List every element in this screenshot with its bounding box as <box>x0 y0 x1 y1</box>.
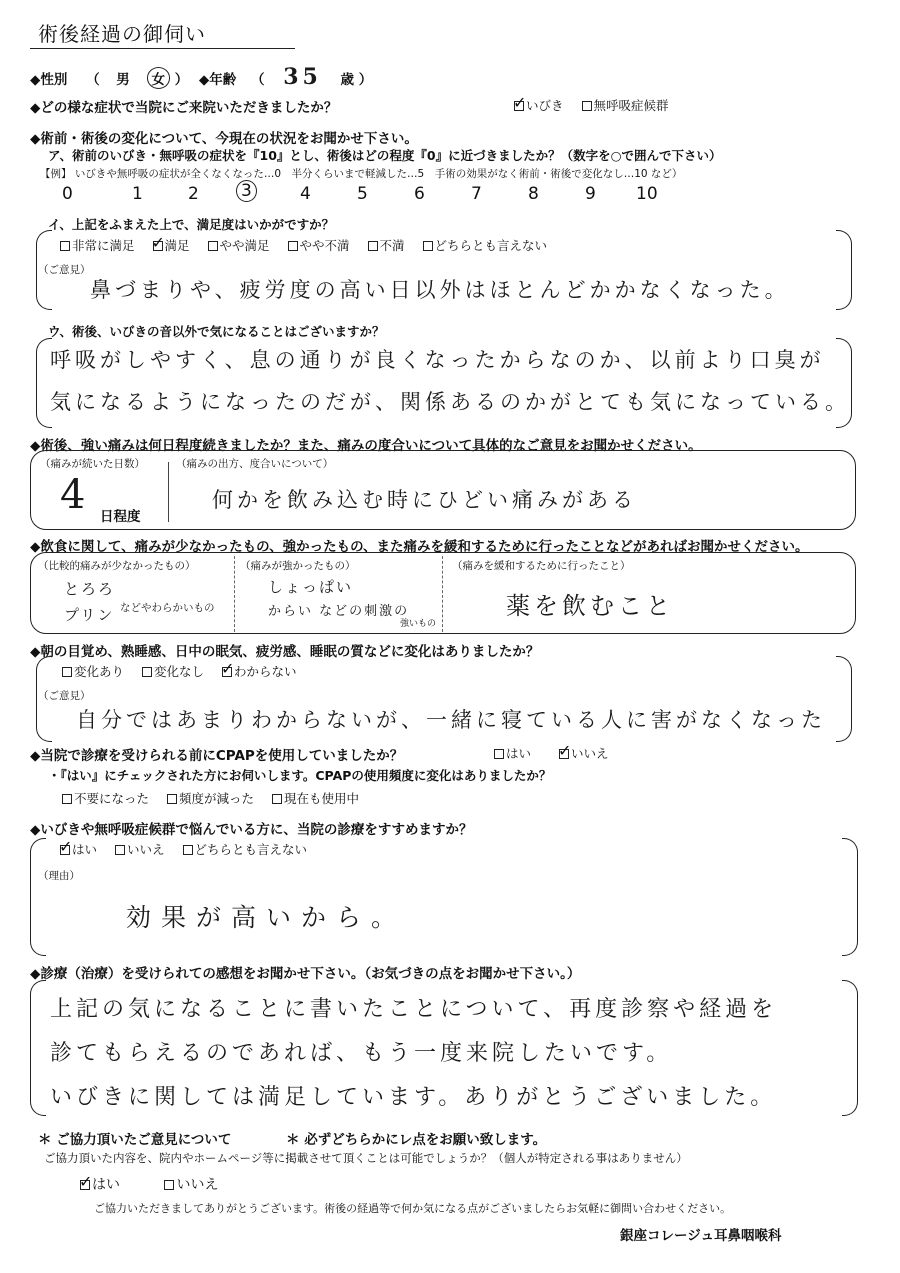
food-strong-note[interactable]: 強いもの <box>400 619 437 629</box>
publish-yes-checkbox[interactable] <box>80 1180 90 1190</box>
sleep-changed-checkbox[interactable] <box>62 667 72 677</box>
sat-option-label: 非常に満足 <box>72 238 135 253</box>
sleep-unchanged-checkbox[interactable] <box>142 667 152 677</box>
scale-4[interactable]: 4 <box>300 184 311 204</box>
scale-10[interactable]: 10 <box>636 184 658 204</box>
recommend-reason-text[interactable]: 効果が高いから。 <box>126 903 407 932</box>
cpap-sub-options <box>62 789 373 807</box>
recommend-option-label: どちらとも言えない <box>194 842 308 857</box>
footer-note-left: ＊ ご協力頂いたご意見について <box>38 1132 232 1148</box>
pain-detail-label: （痛みの出方、度合いについて） <box>176 458 334 470</box>
food-question: ◆飲食に関して、痛みが少なかったもの、強かったもの、また痛みを緩和するために行ったことなどがあればお聞かせください。 <box>30 539 809 555</box>
cpap-no-checkbox[interactable] <box>559 749 569 759</box>
pain-question: ◆術後、強い痛みは何日程度続きましたか？また、痛みの度合いについて具体的なご意見をお聞かせください。 <box>30 438 702 454</box>
food-strong-line1[interactable]: しょっぱい <box>268 578 354 596</box>
food-less-note[interactable]: などやわらかいもの <box>120 602 215 614</box>
recommend-bracket-right <box>842 838 858 956</box>
symptom-options <box>514 96 683 114</box>
satisfaction-question: イ、上記をふまえた上で、満足度はいかがですか？ <box>48 217 335 232</box>
food-relief-text[interactable]: 薬を飲むこと <box>506 592 674 620</box>
other-text-line1[interactable]: 呼吸がしやすく、息の通りが良くなったからなのか、以前より口臭が <box>50 348 825 372</box>
food-relief-label: （痛みを緩和するために行ったこと） <box>452 560 631 572</box>
cpap-reduced-checkbox[interactable] <box>167 794 177 804</box>
impression-line1[interactable]: 上記の気になることに書いたことについて、再度診察や経過を <box>50 997 778 1022</box>
recommend-bracket-left <box>30 838 46 956</box>
recommend-options <box>60 840 321 858</box>
impression-line3[interactable]: いびきに関しては満足しています。ありがとうございました。 <box>50 1085 777 1110</box>
scale-2[interactable]: 2 <box>188 184 199 204</box>
scale-0[interactable]: 0 <box>62 184 73 204</box>
satisfaction-options <box>60 236 561 254</box>
sat-dissatisfied-checkbox[interactable] <box>368 241 378 251</box>
profile-row: ◆性別 （ 男 女 ） ◆年齢 （ 35 歳 ） <box>30 64 373 90</box>
change-example: 【例】 いびきや無呼吸の症状が全くなくなった…0 半分くらいまで軽減した…5 手術の効果がなく術前・術後で変化なし…10 など） <box>40 168 683 180</box>
recommend-option-label: はい <box>72 842 98 857</box>
title-underline <box>30 48 295 49</box>
recommend-neither-checkbox[interactable] <box>183 845 193 855</box>
footer-thanks: ご協力いただきましてありがとうございます。術後の経過等で何か気になる点がございましたらお気軽に御問い合わせください。 <box>94 1202 732 1215</box>
scale-5[interactable]: 5 <box>357 184 368 204</box>
footer-publish-question: ご協力頂いた内容を、院内やホームページ等に掲載させて頂くことは可能でしょうか？（個人が特定される事はありません） <box>44 1151 688 1165</box>
sleep-options <box>62 662 311 680</box>
impression-line2[interactable]: 診てもらえるのであれば、もう一度来院したいです。 <box>50 1041 673 1066</box>
footer-publish-options <box>80 1174 232 1194</box>
sat-option-label: 満足 <box>164 238 190 253</box>
recommend-no-checkbox[interactable] <box>115 845 125 855</box>
scale-7[interactable]: 7 <box>471 184 482 204</box>
sleep-unknown-checkbox[interactable] <box>222 667 232 677</box>
sleep-opinion-text[interactable]: 自分ではあまりわからないが、一緒に寝ている人に害がなくなった <box>76 708 826 732</box>
sleep-opinion-label: （ご意見） <box>38 690 91 702</box>
other-text-line2[interactable]: 気になるようになったのだが、関係あるのかがとても気になっている。 <box>50 390 850 414</box>
sleep-option-label: わからない <box>234 664 297 679</box>
cpap-unneeded-checkbox[interactable] <box>62 794 72 804</box>
impression-question: ◆診療（治療）を受けられての感想をお聞かせ下さい。（お気づきの点をお聞かせ下さい。） <box>30 966 581 982</box>
cpap-question: ◆当院で診療を受けられる前にCPAPを使用していましたか？ <box>30 748 404 764</box>
cpap-still-using-checkbox[interactable] <box>272 794 282 804</box>
scale-6[interactable]: 6 <box>414 184 425 204</box>
page-title: 術後経過の御伺い <box>38 22 206 46</box>
food-divider-1 <box>234 556 235 632</box>
publish-yes-label: はい <box>92 1177 120 1193</box>
clinic-name: 銀座コレージュ耳鼻咽喉科 <box>620 1228 782 1244</box>
cpap-options <box>494 744 623 762</box>
sat-satisfied-checkbox[interactable] <box>153 241 163 251</box>
cpap-sub-label: 頻度が減った <box>179 791 255 806</box>
apnea-label: 無呼吸症候群 <box>593 98 669 113</box>
gender-male[interactable]: 男 <box>116 72 130 88</box>
sat-option-label: やや満足 <box>219 238 270 253</box>
recommend-option-label: いいえ <box>127 842 165 857</box>
age-label: ◆年齢 <box>198 72 237 88</box>
sat-very-satisfied-checkbox[interactable] <box>60 241 70 251</box>
sleep-question: ◆朝の目覚め、熟睡感、日中の眠気、疲労感、睡眠の質などに変化はありましたか？ <box>30 644 540 660</box>
gender-label: ◆性別 <box>30 72 68 88</box>
cpap-sub-label: 不要になった <box>74 791 150 806</box>
change-question: ◆術前・術後の変化について、今現在の状況をお聞かせ下さい。 <box>30 131 418 147</box>
impression-bracket-right <box>842 980 858 1116</box>
sat-option-label: どちらとも言えない <box>434 238 548 253</box>
sleep-option-label: 変化あり <box>74 664 125 679</box>
age-value[interactable]: 35 <box>283 64 322 90</box>
sat-neither-checkbox[interactable] <box>423 241 433 251</box>
cpap-sub-label: 現在も使用中 <box>284 791 360 806</box>
food-less-line1[interactable]: とろろ <box>64 580 116 598</box>
gender-female-circled[interactable]: 女 <box>147 67 171 89</box>
recommend-reason-label: （理由） <box>38 870 80 882</box>
apnea-checkbox[interactable] <box>582 101 592 111</box>
pain-days-value[interactable]: 4 <box>60 472 90 518</box>
pain-divider <box>168 462 169 522</box>
publish-no-checkbox[interactable] <box>164 1180 174 1190</box>
pain-detail-text[interactable]: 何かを飲み込む時にひどい痛みがある <box>212 488 637 512</box>
cpap-yes-label: はい <box>506 746 532 761</box>
scale-9[interactable]: 9 <box>585 184 596 204</box>
food-strong-line2[interactable]: からい などの刺激の <box>268 604 410 619</box>
age-unit: 歳 <box>340 72 355 88</box>
scale-1[interactable]: 1 <box>132 184 143 204</box>
sat-somewhat-dissatisfied-checkbox[interactable] <box>288 241 298 251</box>
pain-days-unit: 日程度 <box>100 509 141 525</box>
satisfaction-bracket-right <box>836 230 852 310</box>
satisfaction-opinion-label: （ご意見） <box>38 264 91 276</box>
symptom-question: ◆どの様な症状で当院にご来院いただきましたか？ <box>30 100 338 116</box>
food-less-line2[interactable]: プリン <box>64 606 115 624</box>
snore-label: いびき <box>526 98 564 113</box>
scale-8[interactable]: 8 <box>528 184 539 204</box>
recommend-yes-checkbox[interactable] <box>60 845 70 855</box>
recommend-question: ◆いびきや無呼吸症候群で悩んでいる方に、当院の診療をすすめますか？ <box>30 822 473 838</box>
scale-3-circled[interactable]: 3 <box>236 180 257 202</box>
impression-bracket-left <box>30 980 46 1116</box>
publish-no-label: いいえ <box>176 1177 219 1193</box>
cpap-yes-checkbox[interactable] <box>494 749 504 759</box>
sleep-bracket-right <box>836 656 852 742</box>
sleep-option-label: 変化なし <box>154 664 205 679</box>
pain-days-label: （痛みが続いた日数） <box>40 458 145 470</box>
cpap-sub-question: ・『はい』にチェックされた方にお伺いします。CPAPの使用頻度に変化はありましたか？ <box>48 768 552 783</box>
sat-somewhat-satisfied-checkbox[interactable] <box>208 241 218 251</box>
footer-note-right: ＊ 必ずどちらかにレ点をお願い致します。 <box>286 1132 547 1148</box>
snore-checkbox[interactable] <box>514 101 524 111</box>
food-strong-label: （痛みが強かったもの） <box>240 560 356 572</box>
other-question: ウ、術後、いびきの音以外で気になることはございますか？ <box>48 324 385 339</box>
food-divider-2 <box>442 556 443 632</box>
sat-option-label: 不満 <box>379 238 405 253</box>
satisfaction-opinion-text[interactable]: 鼻づまりや、疲労度の高い日以外はほとんどかかなくなった。 <box>90 278 790 302</box>
food-less-label: （比較的痛みが少なかったもの） <box>38 560 196 572</box>
sat-option-label: やや不満 <box>299 238 350 253</box>
cpap-no-label: いいえ <box>571 746 609 761</box>
change-sub-a: ア、術前のいびき・無呼吸の症状を『10』とし、術後はどの程度『0』に近づきましたか？（数字を○で囲んで下さい） <box>48 148 722 163</box>
